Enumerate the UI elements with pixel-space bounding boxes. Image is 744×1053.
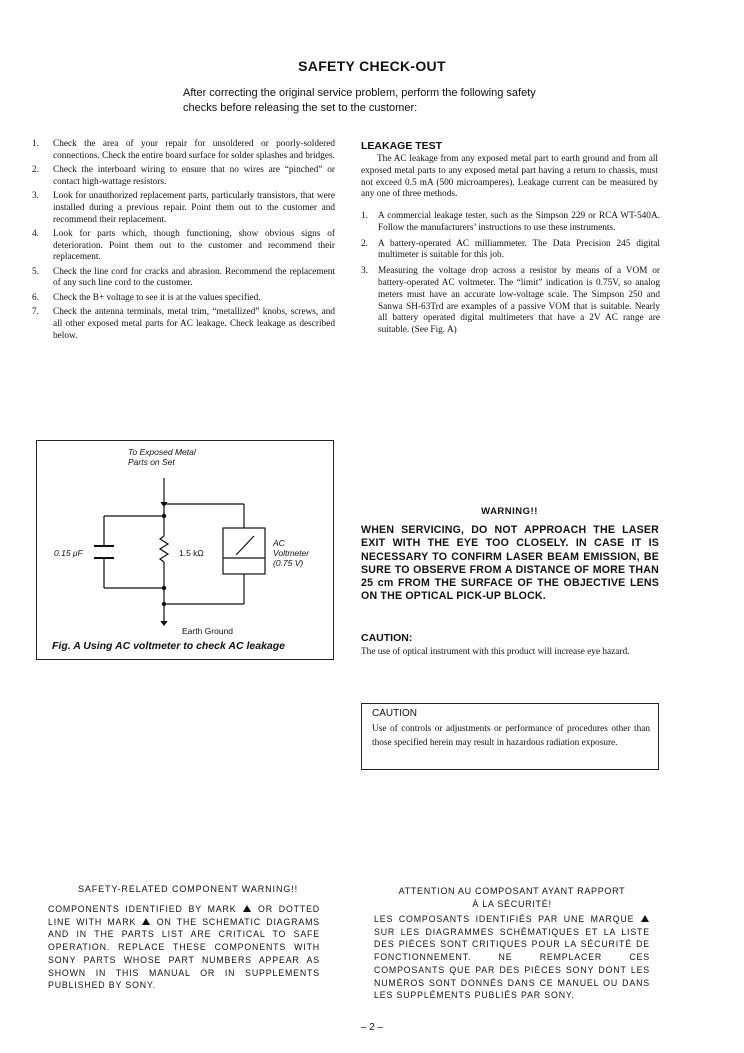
resistor-label: 1.5 kΩ bbox=[179, 548, 204, 558]
leakage-test-intro: The AC leakage from any exposed metal part to earth ground and from all exposed metal parts to any exposed metal part having a return to chassis, must not exceed 0.5 mA (500 microamperes). Leakage current can be measured by any one of three methods. bbox=[361, 154, 658, 200]
check-item-number: 4. bbox=[32, 228, 39, 239]
page-number: – 2 – bbox=[360, 1022, 384, 1033]
leakage-method-item-number: 1. bbox=[361, 211, 368, 221]
check-item-text: Check the area of your repair for unsoldered or poorly-soldered connections. Check the entire board surface for solder splashes and bridges. bbox=[53, 139, 335, 161]
junction-meter bbox=[162, 602, 166, 606]
check-item-text: Look for parts which, though functioning, show obvious signs of deterioration. Point them out to the customer and recommend their replacement. bbox=[53, 228, 335, 263]
check-item bbox=[32, 267, 335, 290]
check-item-text: Look for unauthorized replacement parts, particularly transistors, that were installed during a previous repair. Point them out to the customer and recommend their replacement. bbox=[53, 191, 335, 225]
safety-component-warning-text: COMPONENTS IDENTIFIED BY MARK OR DOTTED LINE WITH MARK ON THE SCHEMATIC DIAGRAMS AND IN THE PARTS LIST ARE CRITICAL TO SAFE OPERATION. REPLACE THESE COMPONENTS WITH SONY PARTS WHOSE PART NUMBERS APPEAR AS SHOWN IN THIS MANUAL OR IN SUPPLEMENTS PUBLISHED BY SONY. bbox=[48, 904, 321, 991]
junction-top bbox=[162, 514, 166, 518]
laser-warning-text: WHEN SERVICING, DO NOT APPROACH THE LASER EXIT WITH THE EYE TOO CLOSELY. IN CASE IT IS NECESSARY TO CONFIRM LASER BEAM EMISSION, BE SURE TO OBSERVE FROM A DISTANCE OF MORE THAN 25 cm FROM THE SURFACE OF THE OBJECTIVE LENS ON THE OPTICAL PICK-UP BLOCK. bbox=[361, 524, 659, 603]
leakage-method-item-text: Measuring the voltage drop across a resistor by means of a VOM or battery-operated AC voltmeter. The “limit” indication is 0.75V, so analog meters must have an accurate low-voltage scale. The Simpson 250 and Sanwa SH-63Trd are examples of a passive VOM that is suitable. Nearly all battery operated digital multimeters that have a 2V AC range are suitable. (See Fig. A) bbox=[378, 266, 660, 336]
check-item-number: 3. bbox=[32, 191, 39, 202]
warning-heading: WARNING!! bbox=[481, 506, 538, 517]
safety-check-list bbox=[32, 139, 335, 345]
meter-body bbox=[223, 528, 265, 574]
check-item-number: 1. bbox=[32, 139, 39, 149]
leakage-method-item bbox=[361, 239, 660, 263]
check-item-text: Check the line cord for cracks and abrasion. Recommend the replacement of any such line cord to the customer. bbox=[53, 266, 335, 289]
fig-label-top-1: To Exposed Metal bbox=[128, 447, 196, 457]
caution-box-text: Use of controls or adjustments or performance of procedures other than those specified herein may result in hazardous radiation exposure. bbox=[372, 724, 650, 748]
check-item bbox=[32, 293, 335, 305]
french-warning-text: LES COMPOSANTS IDENTIFIÉS PAR UNE MARQUE SUR LES DIAGRAMMES SCHÉMATIQUES ET LA LISTE DES PIÈCES SONT CRITIQUES POUR LA SÉCURITÉ DE FONCTIONNEMENT. NE REMPLACER CES COMPOSANTS QUE PAR DES PIÈCES SONY DONT LES NUMÉROS SONT DONNÉS DANS CE MANUEL OU DANS LES SUPPLÉMENTS PUBLIÉS PAR SONY. bbox=[374, 914, 650, 1001]
check-item-text: Check the interboard wiring to ensure that no wires are “pinched” or contact high-wattage resistors. bbox=[53, 165, 335, 187]
capacitor-label: 0.15 μF bbox=[54, 548, 83, 558]
ground-connection-arrow bbox=[161, 621, 167, 625]
leakage-method-item bbox=[361, 266, 660, 337]
check-item bbox=[32, 307, 335, 342]
check-item bbox=[32, 165, 335, 188]
meter-needle bbox=[236, 536, 254, 555]
check-item bbox=[32, 191, 335, 226]
check-item-text: Check the antenna terminals, metal trim, “metallized” knobs, screws, and all other exposed metal parts for AC leakage. Check leakage as described below. bbox=[53, 307, 335, 341]
warning-triangle-icon bbox=[641, 915, 649, 922]
leakage-method-item-number: 2. bbox=[361, 238, 368, 249]
caution-box-heading: CAUTION bbox=[372, 708, 417, 719]
ground-label: Earth Ground bbox=[182, 626, 234, 636]
intro-text: After correcting the original service problem, perform the following safety checks before releasing the set to the customer: bbox=[183, 87, 536, 114]
check-item bbox=[32, 229, 335, 264]
warning-triangle-icon bbox=[243, 905, 251, 912]
leakage-method-item bbox=[361, 211, 660, 235]
junction-bottom bbox=[162, 586, 166, 590]
leakage-method-item-number: 3. bbox=[361, 266, 368, 277]
warning-triangle-icon bbox=[142, 918, 150, 925]
french-warning-heading: ATTENTION AU COMPOSANT AYANT RAPPORT À LA SÉCURITÉ! bbox=[398, 886, 626, 909]
page-title: SAFETY CHECK-OUT bbox=[298, 58, 446, 74]
caution-heading: CAUTION: bbox=[361, 632, 413, 644]
figure-caption: Fig. A Using AC voltmeter to check AC leakage bbox=[52, 640, 285, 652]
check-item-number: 5. bbox=[32, 266, 39, 277]
check-item-text: Check the B+ voltage to see it is at the values specified. bbox=[53, 292, 261, 303]
leakage-method-item-text: A battery-operated AC milliammeter. The Data Precision 245 digital multimeter is suitable for this job. bbox=[378, 238, 660, 261]
leakage-method-list bbox=[361, 211, 660, 341]
meter-label-2: Voltmeter bbox=[273, 548, 310, 558]
fig-label-top-2: Parts on Set bbox=[128, 457, 175, 467]
check-item bbox=[32, 139, 335, 162]
check-item-number: 7. bbox=[32, 307, 39, 318]
leakage-test-heading: LEAKAGE TEST bbox=[361, 140, 443, 152]
leakage-method-item-text: A commercial leakage tester, such as the Simpson 229 or RCA WT-540A. Follow the manufacturers’ instructions to use these instruments. bbox=[378, 211, 660, 233]
caution-text: The use of optical instrument with this product will increase eye hazard. bbox=[361, 647, 630, 657]
check-item-number: 6. bbox=[32, 292, 39, 303]
safety-component-warning-heading: SAFETY-RELATED COMPONENT WARNING!! bbox=[77, 884, 299, 894]
meter-label-3: (0.75 V) bbox=[273, 558, 304, 568]
meter-label-1: AC bbox=[273, 538, 285, 548]
resistor-symbol bbox=[160, 536, 168, 562]
check-item-number: 2. bbox=[32, 165, 39, 176]
